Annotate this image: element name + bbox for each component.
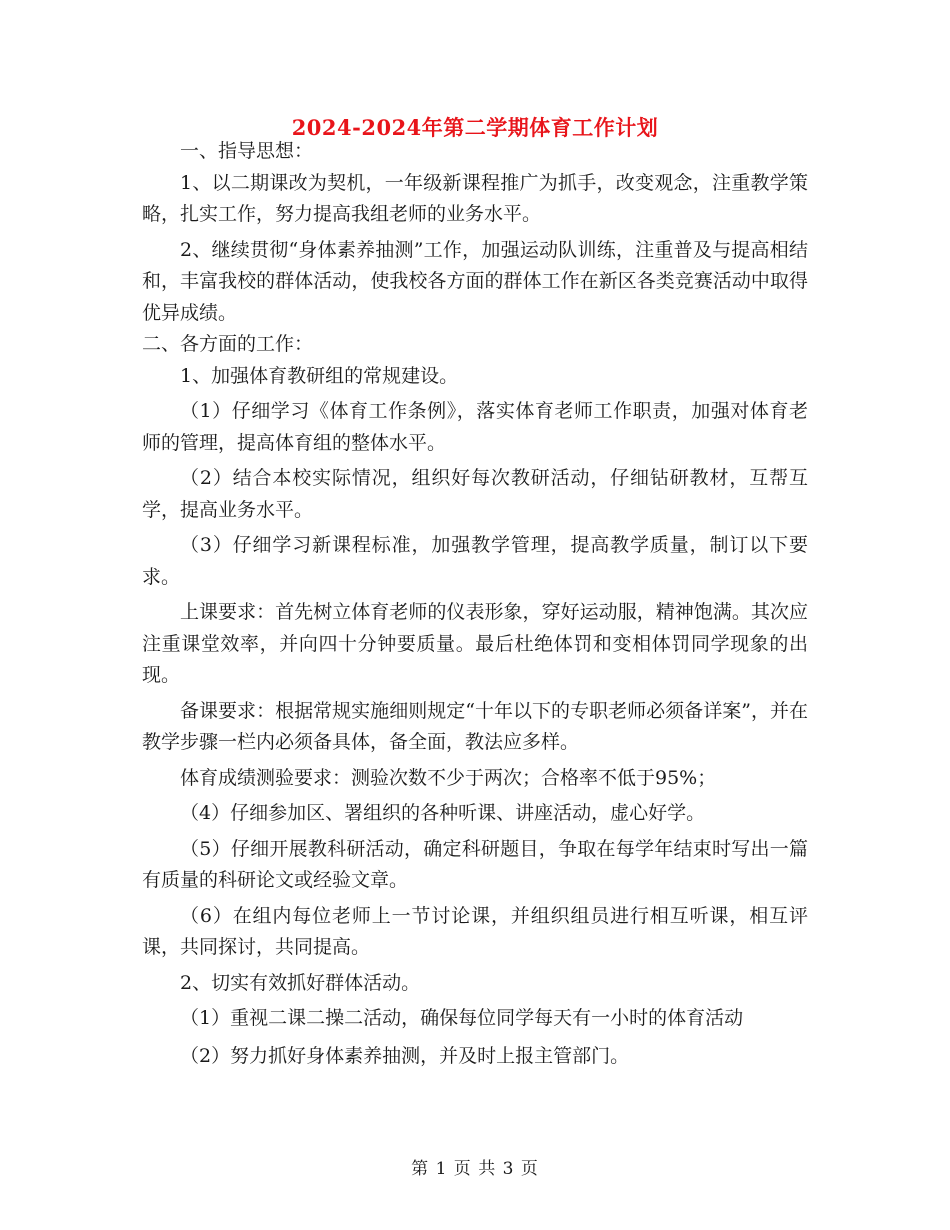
paragraph: 体育成绩测验要求：测验次数不少于两次；合格率不低于95%； [180, 766, 717, 789]
paragraph: （2）努力抓好身体素养抽测，并及时上报主管部门。 [180, 1044, 630, 1067]
paragraph-heading-work-areas: 二、各方面的工作： [142, 333, 314, 355]
page-footer: 第 1 页 共 3 页 [411, 1159, 539, 1179]
paragraph: 1、以二期课改为契机，一年级新课程推广为抓手，改变观念，注重教学策略，扎实工作，努力提高我组老师的业务水平。 [142, 171, 808, 225]
paragraph: （1）仔细学习《体育工作条例》，落实体育老师工作职责，加强对体育老师的管理，提高体育组的整体水平。 [142, 400, 808, 454]
paragraph: 上课要求：首先树立体育老师的仪表形象，穿好运动服，精神饱满。其次应注重课堂效率，并向四十分钟要质量。最后杜绝体罚和变相体罚同学现象的出现。 [142, 601, 808, 686]
paragraph: 1、加强体育教研组的常规建设。 [180, 364, 459, 387]
paragraph: 2、继续贯彻“身体素养抽测”工作，加强运动队训练，注重普及与提高相结和，丰富我校的群体活动，使我校各方面的群体工作在新区各类竞赛活动中取得优异成绩。 [142, 238, 808, 324]
paragraph: 2、切实有效抓好群体活动。 [180, 971, 421, 994]
paragraph: （1）重视二课二操二活动，确保每位同学每天有一小时的体育活动 [180, 1007, 744, 1029]
paragraph: （6）在组内每位老师上一节讨论课，并组织组员进行相互听课，相互评课，共同探讨，共同提高。 [142, 904, 808, 958]
paragraph-heading-guiding-ideology: 一、指导思想： [180, 140, 314, 162]
paragraph: （5）仔细开展教科研活动，确定科研题目，争取在每学年结束时写出一篇有质量的科研论文或经验文章。 [142, 837, 808, 891]
paragraph: （3）仔细学习新课程标准，加强教学管理，提高教学质量，制订以下要求。 [142, 534, 808, 588]
document-title: 2024-2024年第二学期体育工作计划 [291, 115, 659, 140]
document-body [142, 136, 808, 1072]
paragraph: 备课要求：根据常规实施细则规定“十年以下的专职老师必须备详案”，并在教学步骤一栏内必须备具体，备全面，教法应多样。 [142, 699, 808, 753]
paragraph: （2）结合本校实际情况，组织好每次教研活动，仔细钻研教材，互帮互学，提高业务水平。 [142, 467, 808, 521]
paragraph: （4）仔细参加区、署组织的各种听课、讲座活动，虚心好学。 [180, 802, 706, 824]
